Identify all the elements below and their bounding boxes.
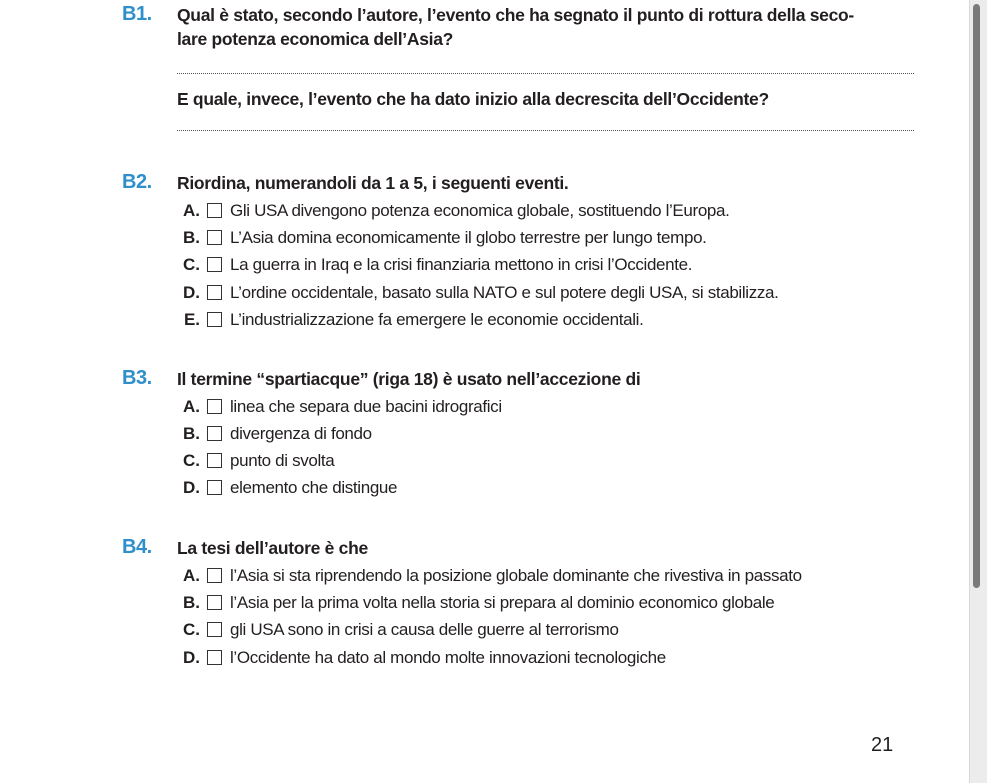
- option-text: l’Asia si sta riprendendo la posizione globale dominante che rivestiva in passato: [230, 566, 802, 585]
- option-b4-c: [0, 619, 920, 641]
- question-b4-number: B4.: [122, 536, 152, 558]
- option-b3-c: [0, 450, 920, 472]
- option-letter: C.: [183, 451, 200, 470]
- scrollbar-thumb[interactable]: [973, 4, 980, 588]
- option-b4-b: [0, 592, 920, 614]
- answer-line-b1-a[interactable]: [177, 73, 914, 74]
- option-letter: A.: [183, 397, 200, 416]
- checkbox[interactable]: [207, 285, 222, 300]
- option-text: l’Asia per la prima volta nella storia si prepara al dominio economico globale: [230, 593, 775, 612]
- question-b1-text: [177, 3, 917, 51]
- question-b1-number: B1.: [122, 3, 152, 25]
- option-letter: D.: [183, 478, 200, 497]
- option-text: elemento che distingue: [230, 478, 398, 497]
- checkbox[interactable]: [207, 203, 222, 218]
- option-letter: A.: [183, 566, 200, 585]
- question-b1-line1: Qual è stato, secondo l’autore, l’evento che ha segnato il punto di rottura della seco-: [177, 5, 854, 25]
- option-letter: B.: [183, 424, 200, 443]
- option-letter: D.: [183, 648, 200, 667]
- option-letter: C.: [183, 255, 200, 274]
- option-b4-d: [0, 647, 920, 669]
- checkbox[interactable]: [207, 312, 222, 327]
- option-b4-a: [0, 565, 920, 587]
- option-b3-b: [0, 423, 920, 445]
- option-letter: C.: [183, 620, 200, 639]
- checkbox[interactable]: [207, 650, 222, 665]
- option-b2-c: [0, 254, 920, 276]
- question-b2-number: B2.: [122, 171, 152, 193]
- checkbox[interactable]: [207, 568, 222, 583]
- option-letter: A.: [183, 201, 200, 220]
- question-b1-line2: lare potenza economica dell’Asia?: [177, 29, 454, 49]
- option-b3-d: [0, 477, 920, 499]
- option-letter: D.: [183, 283, 200, 302]
- page-number: 21: [871, 734, 894, 756]
- option-text: L’industrializzazione fa emergere le economie occidentali.: [230, 310, 644, 329]
- option-text: punto di svolta: [230, 451, 335, 470]
- checkbox[interactable]: [207, 399, 222, 414]
- answer-line-b1-b[interactable]: [177, 130, 914, 131]
- option-text: gli USA sono in crisi a causa delle guerre al terrorismo: [230, 620, 619, 639]
- checkbox[interactable]: [207, 453, 222, 468]
- option-letter: B.: [183, 228, 200, 247]
- checkbox[interactable]: [207, 480, 222, 495]
- option-text: La guerra in Iraq e la crisi finanziaria mettono in crisi l’Occidente.: [230, 255, 693, 274]
- option-b2-a: [0, 200, 920, 222]
- option-text: divergenza di fondo: [230, 424, 372, 443]
- option-b2-d: [0, 282, 920, 304]
- checkbox[interactable]: [207, 426, 222, 441]
- question-b1-followup: E quale, invece, l’evento che ha dato inizio alla decrescita dell’Occidente?: [177, 89, 769, 109]
- option-b2-b: [0, 227, 920, 249]
- option-text: L’ordine occidentale, basato sulla NATO e sul potere degli USA, si stabilizza.: [230, 283, 779, 302]
- option-letter: B.: [183, 593, 200, 612]
- question-b2-text: Riordina, numerandoli da 1 a 5, i seguenti eventi.: [177, 173, 569, 193]
- option-text: L’Asia domina economicamente il globo terrestre per lungo tempo.: [230, 228, 707, 247]
- option-b2-e: [0, 309, 920, 331]
- checkbox[interactable]: [207, 595, 222, 610]
- question-b3-number: B3.: [122, 367, 152, 389]
- option-text: Gli USA divengono potenza economica globale, sostituendo l’Europa.: [230, 201, 730, 220]
- option-text: linea che separa due bacini idrografici: [230, 397, 502, 416]
- question-b4-text: La tesi dell’autore è che: [177, 538, 368, 558]
- checkbox[interactable]: [207, 257, 222, 272]
- option-text: l’Occidente ha dato al mondo molte innovazioni tecnologiche: [230, 648, 666, 667]
- question-b3-text: Il termine “spartiacque” (riga 18) è usato nell’accezione di: [177, 369, 641, 389]
- checkbox[interactable]: [207, 622, 222, 637]
- option-letter: E.: [183, 310, 200, 329]
- option-b3-a: [0, 396, 920, 418]
- checkbox[interactable]: [207, 230, 222, 245]
